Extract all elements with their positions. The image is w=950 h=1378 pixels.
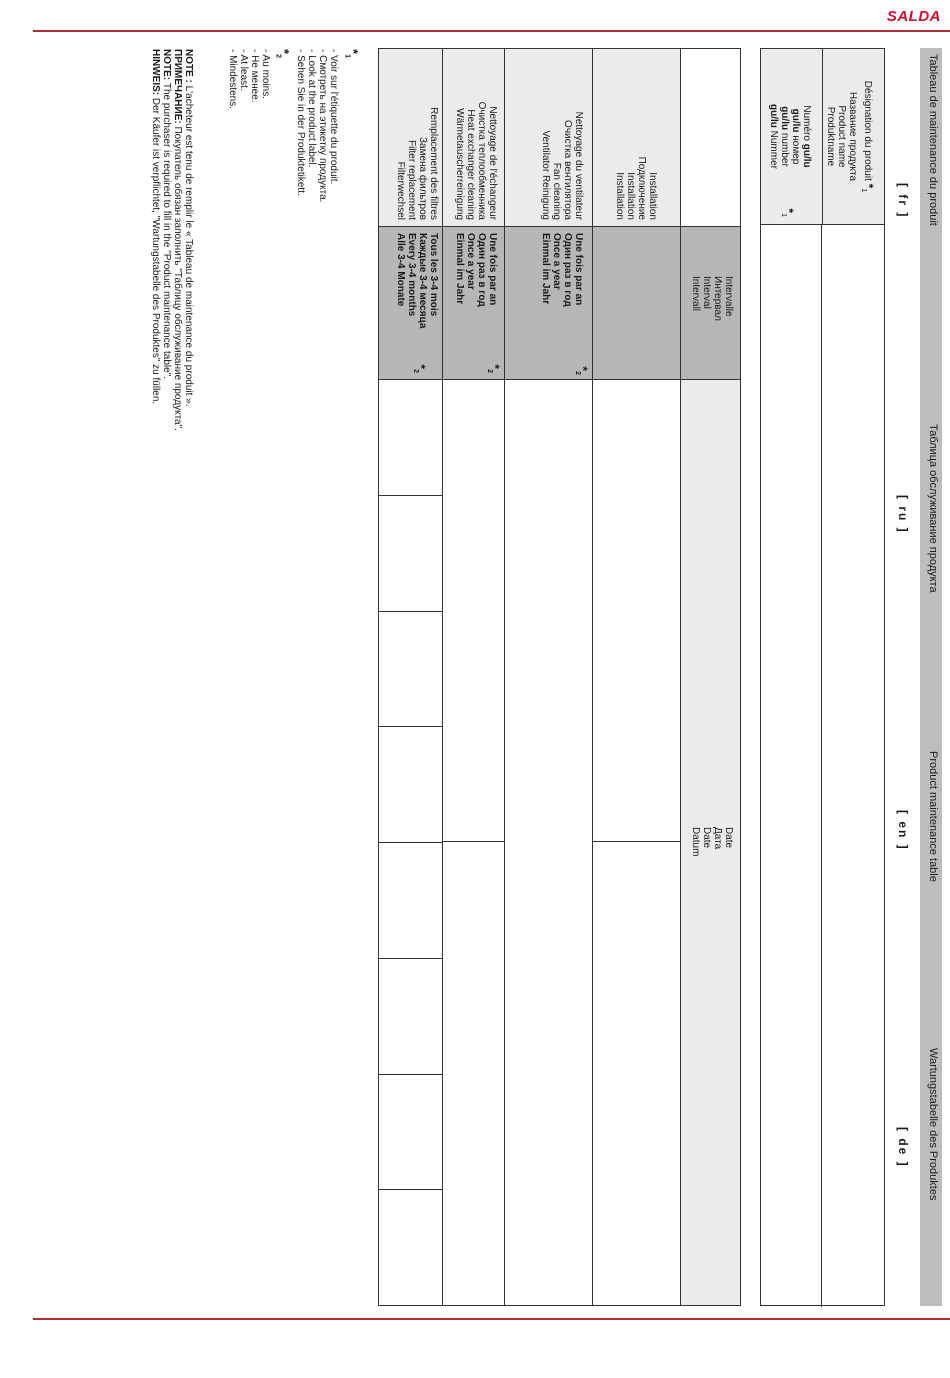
note-line: NOTE: The purchaser is required to fill in the "Product maintenance table". (160, 49, 172, 380)
interval-heat-exchanger: Une fois par an Один раз в год Once a year Einmal im Jahr $*_2$ (442, 227, 504, 380)
lang-en: [ en ] (896, 810, 910, 851)
product-number-label: $*_1$ Numéro gu/lu gu/lu номер gu/lu number gu/lu Nummer (761, 49, 822, 224)
note-line: NOTE : L'acheteur est tenu de remplir le « Tableau de maintenance du produit ». (182, 49, 194, 407)
product-name-field[interactable] (822, 225, 884, 1305)
interval-installation (592, 227, 680, 380)
filter-date-cell[interactable] (379, 612, 442, 727)
title-de: Wartungstabelle des Produktes (927, 1048, 939, 1201)
task-heat-exchanger: Nettoyage de l'échangeur Очистка теплообменника Heat exchanger cleaning Wärmetauscherreinigung (442, 49, 504, 227)
title-en: Product maintenance table (927, 751, 939, 882)
date-cell-blank (592, 842, 680, 1305)
footnote-2-line: - Au moins. (259, 49, 271, 100)
filter-date-cell[interactable] (379, 1075, 442, 1190)
footer-rule (33, 1318, 950, 1320)
title-bar (920, 48, 942, 1306)
interval-filter-replacement: Tous les 3-4 mois Каждые 3-4 месяца Every 3-4 months Alle 3-4 Monate $*_2$ (379, 227, 442, 380)
footnote-1-marker: $*_1$ (343, 49, 361, 58)
task-installation: Installation Подключение Installation Installation (592, 49, 680, 227)
lang-ru: [ ru ] (896, 495, 910, 534)
footnote-2-line: - Mindestens. (226, 49, 238, 110)
interval-header: Intervalle Интервал Interval Intervall (680, 227, 740, 380)
footnote-2-line: - At least. (237, 49, 249, 91)
note-line: ПРИМЕЧАНИЕ: Покупатель обязан заполнить "Таблицу обслуживание продукта". (171, 49, 183, 431)
interval-fan-cleaning: Une fois par an Один раз в год Once a year Einmal im Jahr $*_2$ (504, 227, 592, 380)
filter-date-cell[interactable] (379, 843, 442, 959)
date-cell-heat-exchanger[interactable] (442, 380, 504, 842)
header-blank (680, 49, 740, 227)
footnote-1-line: - Sehen Sie in der Produktetikett. (295, 49, 307, 196)
rotated-page-content (33, 48, 942, 1306)
filter-date-cell[interactable] (379, 380, 442, 496)
date-cell-installation[interactable] (592, 380, 680, 842)
brand-logo: SALDA (886, 8, 941, 25)
footnote-2-line: - Не менее. (248, 49, 260, 103)
purchaser-notes (150, 49, 194, 1249)
product-number-field[interactable] (761, 225, 821, 1305)
filter-date-cell[interactable] (379, 959, 442, 1075)
footnote-1-line: - Смотреть на этикетку продукта. (317, 49, 329, 203)
date-cell-heat-exchanger-2[interactable] (442, 842, 504, 1305)
date-header: Date Дата Date Datum (680, 380, 740, 1305)
date-cell-fan-cleaning[interactable] (504, 380, 592, 1305)
footnotes (150, 49, 360, 1249)
filter-date-cell[interactable] (379, 727, 442, 843)
filter-date-cell[interactable] (379, 1190, 442, 1305)
footnote-2-marker: $*_2$ (274, 49, 293, 58)
maintenance-table (378, 48, 741, 1306)
lang-de: [ de ] (896, 1127, 910, 1168)
note-line: HINWEIS: Der Käufer ist verpflichtet, "Wartungstabelle des Produktes" zu füllen. (149, 49, 161, 405)
header-rule (33, 30, 950, 32)
footnote-1-line: - Look at the product label. (306, 49, 318, 168)
filter-date-cell[interactable] (379, 496, 442, 612)
lang-fr: [ fr ] (896, 183, 910, 219)
product-name-label: Désignation du produit $*_1$ Название продукта Product name Produktname (822, 49, 884, 224)
title-ru: Таблица обслуживание продукта (927, 424, 939, 593)
task-fan-cleaning: Nettoyage du ventilateur Очистка вентилятора Fan cleaning Ventilator Reinigung (504, 49, 592, 227)
task-filter-replacement: Remplacement des filtres Замена фильтров Filter replacement Filterwechsel (379, 49, 442, 227)
product-info-table (760, 48, 885, 1306)
footnote-1-line: - Voir sur l'étiquette du produit. (328, 49, 340, 185)
title-fr: Tableau de maintenance du produit (927, 54, 939, 226)
